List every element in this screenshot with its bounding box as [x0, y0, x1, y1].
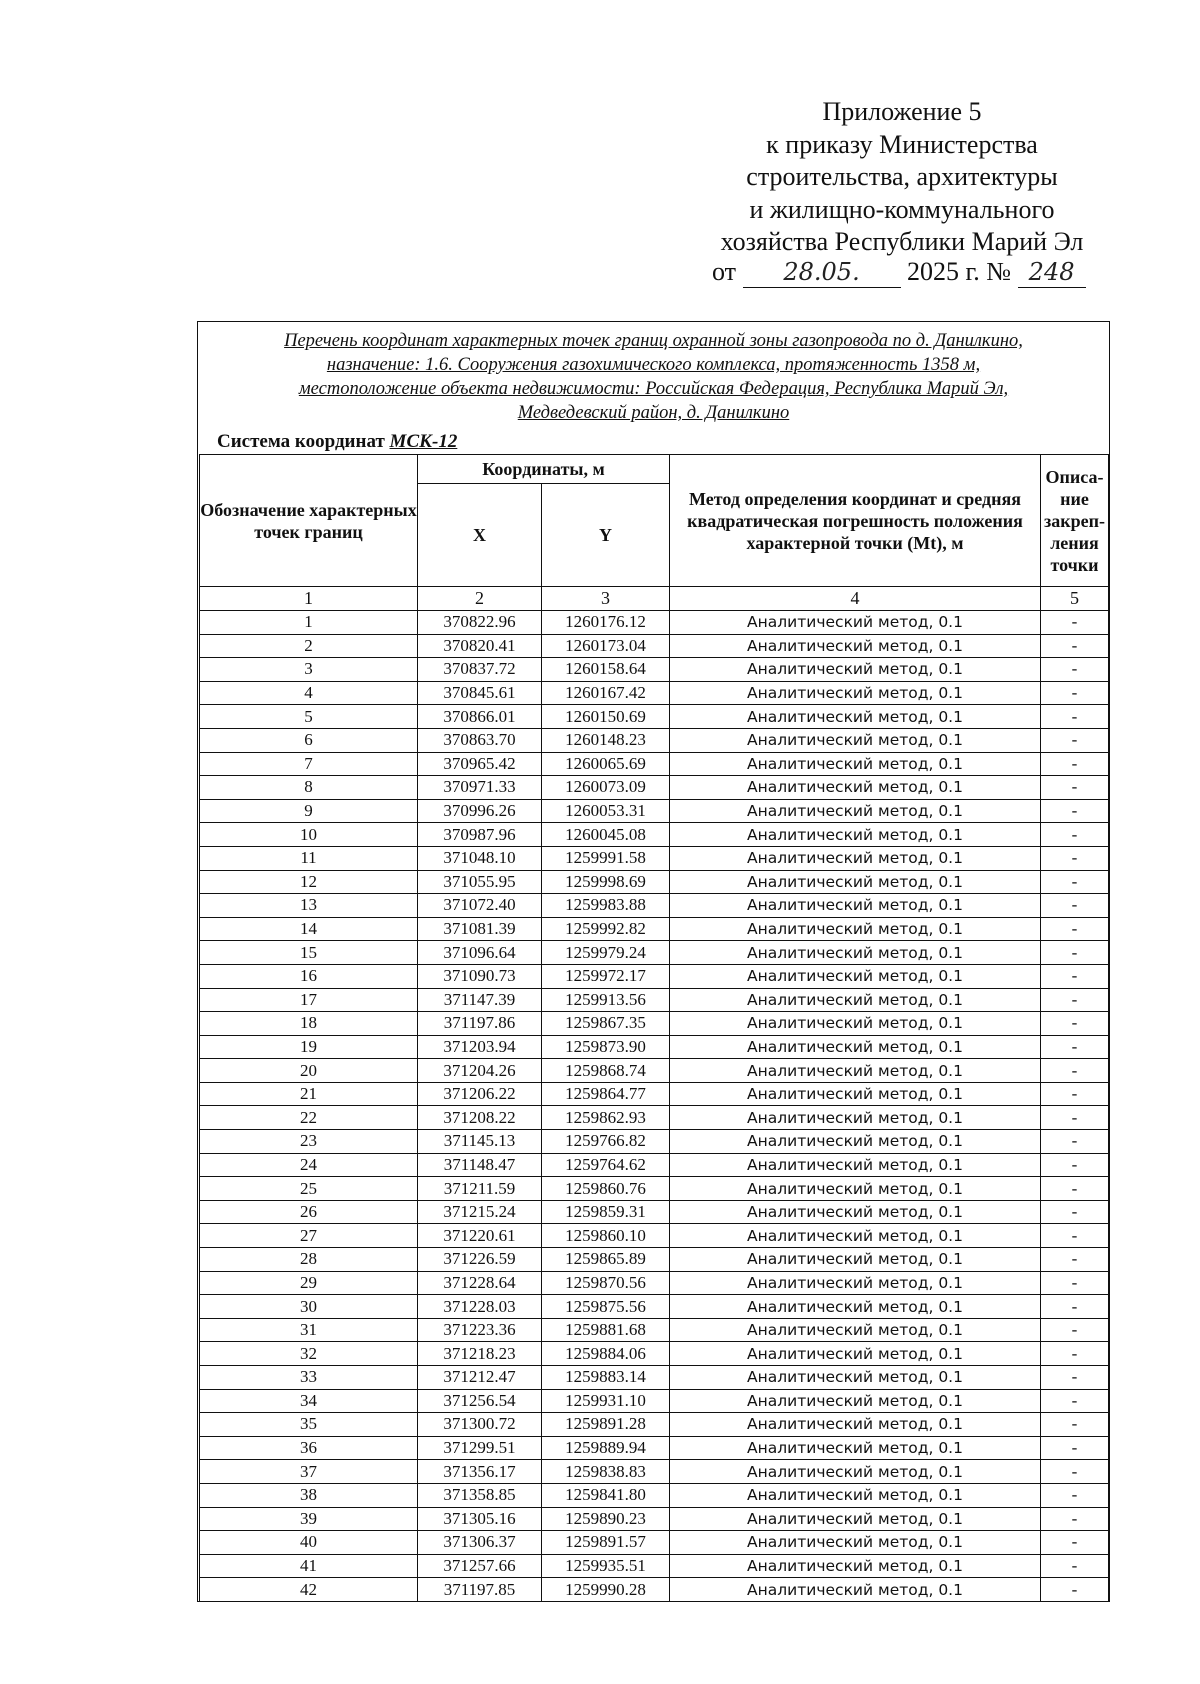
- y-cell: 1259838.83: [542, 1460, 670, 1484]
- table-row: [200, 752, 1109, 776]
- table-row: [200, 799, 1109, 823]
- table-row: [200, 1578, 1109, 1602]
- description-cell: -: [1041, 1082, 1109, 1106]
- method-cell: Аналитический метод, 0.1: [670, 1248, 1041, 1272]
- point-id-cell: 33: [200, 1366, 418, 1390]
- y-cell: 1259935.51: [542, 1554, 670, 1578]
- method-cell: Аналитический метод, 0.1: [670, 870, 1041, 894]
- y-cell: 1259972.17: [542, 964, 670, 988]
- point-id-cell: 12: [200, 870, 418, 894]
- method-cell: Аналитический метод, 0.1: [670, 681, 1041, 705]
- x-cell: 371048.10: [418, 846, 542, 870]
- point-id-cell: 21: [200, 1082, 418, 1106]
- column-number-row: [200, 587, 1109, 611]
- description-cell: -: [1041, 1012, 1109, 1036]
- y-cell: 1259979.24: [542, 941, 670, 965]
- table-row: [200, 894, 1109, 918]
- x-cell: 371145.13: [418, 1130, 542, 1154]
- table-row: [200, 1059, 1109, 1083]
- point-id-cell: 30: [200, 1295, 418, 1319]
- table-row: [200, 1271, 1109, 1295]
- y-cell: 1259891.28: [542, 1413, 670, 1437]
- point-id-cell: 18: [200, 1012, 418, 1036]
- table-row: [200, 728, 1109, 752]
- method-cell: Аналитический метод, 0.1: [670, 917, 1041, 941]
- point-id-cell: 14: [200, 917, 418, 941]
- y-cell: 1259890.23: [542, 1507, 670, 1531]
- handwritten-number: 248: [1028, 258, 1075, 286]
- point-id-cell: 25: [200, 1177, 418, 1201]
- x-cell: 371211.59: [418, 1177, 542, 1201]
- description-cell: -: [1041, 799, 1109, 823]
- table-row: [200, 658, 1109, 682]
- y-cell: 1260053.31: [542, 799, 670, 823]
- y-cell: 1259881.68: [542, 1318, 670, 1342]
- y-cell: 1259873.90: [542, 1035, 670, 1059]
- date-blank: [743, 257, 901, 288]
- point-id-cell: 29: [200, 1271, 418, 1295]
- method-cell: Аналитический метод, 0.1: [670, 894, 1041, 918]
- column-number: 1: [200, 587, 418, 611]
- x-cell: 371228.03: [418, 1295, 542, 1319]
- method-cell: Аналитический метод, 0.1: [670, 1578, 1041, 1602]
- description-cell: -: [1041, 1130, 1109, 1154]
- table-row: [200, 1224, 1109, 1248]
- x-cell: 371300.72: [418, 1413, 542, 1437]
- x-cell: 371226.59: [418, 1248, 542, 1272]
- x-cell: 371081.39: [418, 917, 542, 941]
- description-cell: -: [1041, 611, 1109, 635]
- x-cell: 371147.39: [418, 988, 542, 1012]
- description-cell: -: [1041, 1295, 1109, 1319]
- table-row: [200, 1507, 1109, 1531]
- description-cell: -: [1041, 964, 1109, 988]
- table-body: [200, 587, 1109, 1602]
- caption-line: назначение: 1.6. Сооружения газохимического комплекса, протяженность 1358 м,: [326, 355, 981, 375]
- y-cell: 1259998.69: [542, 870, 670, 894]
- header-method: Метод определения координат и средняя квадратическая погрешность положения характерной точки (Mt), м: [670, 455, 1041, 587]
- point-id-cell: 8: [200, 776, 418, 800]
- description-cell: -: [1041, 681, 1109, 705]
- x-cell: 370845.61: [418, 681, 542, 705]
- column-number: 5: [1041, 587, 1109, 611]
- table-row: [200, 681, 1109, 705]
- x-cell: 371256.54: [418, 1389, 542, 1413]
- point-id-cell: 22: [200, 1106, 418, 1130]
- x-cell: 370866.01: [418, 705, 542, 729]
- method-cell: Аналитический метод, 0.1: [670, 1413, 1041, 1437]
- table-row: [200, 964, 1109, 988]
- table-row: [200, 776, 1109, 800]
- description-cell: -: [1041, 941, 1109, 965]
- y-cell: 1259931.10: [542, 1389, 670, 1413]
- x-cell: 370965.42: [418, 752, 542, 776]
- description-cell: -: [1041, 1531, 1109, 1555]
- y-cell: 1259883.14: [542, 1366, 670, 1390]
- y-cell: 1260073.09: [542, 776, 670, 800]
- column-number: 2: [418, 587, 542, 611]
- y-cell: 1259891.57: [542, 1531, 670, 1555]
- point-id-cell: 37: [200, 1460, 418, 1484]
- coordinate-system-label: Система координат: [217, 431, 385, 452]
- x-cell: 371299.51: [418, 1436, 542, 1460]
- description-cell: -: [1041, 1153, 1109, 1177]
- description-cell: -: [1041, 1578, 1109, 1602]
- y-cell: 1260148.23: [542, 728, 670, 752]
- x-cell: 371215.24: [418, 1200, 542, 1224]
- x-cell: 371228.64: [418, 1271, 542, 1295]
- method-cell: Аналитический метод, 0.1: [670, 1507, 1041, 1531]
- point-id-cell: 24: [200, 1153, 418, 1177]
- table-row: [200, 1012, 1109, 1036]
- table-row: [200, 1106, 1109, 1130]
- number-blank: [1018, 257, 1086, 288]
- description-cell: -: [1041, 917, 1109, 941]
- point-id-cell: 16: [200, 964, 418, 988]
- appendix-line: Приложение 5: [822, 97, 982, 126]
- method-cell: Аналитический метод, 0.1: [670, 1153, 1041, 1177]
- x-cell: 370837.72: [418, 658, 542, 682]
- table-row: [200, 941, 1109, 965]
- description-cell: -: [1041, 728, 1109, 752]
- table-row: [200, 611, 1109, 635]
- y-cell: 1259992.82: [542, 917, 670, 941]
- point-id-cell: 38: [200, 1483, 418, 1507]
- point-id-cell: 41: [200, 1554, 418, 1578]
- method-cell: Аналитический метод, 0.1: [670, 1106, 1041, 1130]
- point-id-cell: 4: [200, 681, 418, 705]
- y-cell: 1259859.31: [542, 1200, 670, 1224]
- y-cell: 1259991.58: [542, 846, 670, 870]
- table-row: [200, 1366, 1109, 1390]
- method-cell: Аналитический метод, 0.1: [670, 799, 1041, 823]
- x-cell: 371356.17: [418, 1460, 542, 1484]
- description-cell: -: [1041, 894, 1109, 918]
- point-id-cell: 31: [200, 1318, 418, 1342]
- description-cell: -: [1041, 1318, 1109, 1342]
- table-row: [200, 1153, 1109, 1177]
- method-cell: Аналитический метод, 0.1: [670, 846, 1041, 870]
- y-cell: 1260173.04: [542, 634, 670, 658]
- point-id-cell: 39: [200, 1507, 418, 1531]
- x-cell: 371072.40: [418, 894, 542, 918]
- point-id-cell: 40: [200, 1531, 418, 1555]
- y-cell: 1259860.10: [542, 1224, 670, 1248]
- x-cell: 371206.22: [418, 1082, 542, 1106]
- point-id-cell: 3: [200, 658, 418, 682]
- y-cell: 1259990.28: [542, 1578, 670, 1602]
- method-cell: Аналитический метод, 0.1: [670, 1389, 1041, 1413]
- table-row: [200, 1554, 1109, 1578]
- x-cell: 370971.33: [418, 776, 542, 800]
- point-id-cell: 35: [200, 1413, 418, 1437]
- table-row: [200, 1460, 1109, 1484]
- y-cell: 1260150.69: [542, 705, 670, 729]
- y-cell: 1259862.93: [542, 1106, 670, 1130]
- y-cell: 1259867.35: [542, 1012, 670, 1036]
- method-cell: Аналитический метод, 0.1: [670, 1224, 1041, 1248]
- description-cell: -: [1041, 1460, 1109, 1484]
- table-row: [200, 705, 1109, 729]
- method-cell: Аналитический метод, 0.1: [670, 1271, 1041, 1295]
- description-cell: -: [1041, 658, 1109, 682]
- y-cell: 1260045.08: [542, 823, 670, 847]
- description-cell: -: [1041, 846, 1109, 870]
- method-cell: Аналитический метод, 0.1: [670, 1295, 1041, 1319]
- point-id-cell: 6: [200, 728, 418, 752]
- point-id-cell: 20: [200, 1059, 418, 1083]
- x-cell: 371358.85: [418, 1483, 542, 1507]
- method-cell: Аналитический метод, 0.1: [670, 1436, 1041, 1460]
- y-cell: 1259864.77: [542, 1082, 670, 1106]
- caption-line: Медведевский район, д. Данилкино: [517, 403, 790, 423]
- y-cell: 1260158.64: [542, 658, 670, 682]
- method-cell: Аналитический метод, 0.1: [670, 1059, 1041, 1083]
- description-cell: -: [1041, 1507, 1109, 1531]
- appendix-line: к приказу Министерства: [766, 129, 1038, 159]
- table-row: [200, 1035, 1109, 1059]
- method-cell: Аналитический метод, 0.1: [670, 1366, 1041, 1390]
- y-cell: 1259764.62: [542, 1153, 670, 1177]
- y-cell: 1259868.74: [542, 1059, 670, 1083]
- handwritten-date: 28.05.: [783, 258, 860, 286]
- y-cell: 1260065.69: [542, 752, 670, 776]
- x-cell: 371212.47: [418, 1366, 542, 1390]
- point-id-cell: 5: [200, 705, 418, 729]
- point-id-cell: 2: [200, 634, 418, 658]
- point-id-cell: 9: [200, 799, 418, 823]
- table-row: [200, 1295, 1109, 1319]
- appendix-line: строительства, архитектуры: [746, 162, 1058, 191]
- description-cell: -: [1041, 1200, 1109, 1224]
- point-id-cell: 7: [200, 752, 418, 776]
- table-row: [200, 1082, 1109, 1106]
- x-cell: 371223.36: [418, 1318, 542, 1342]
- description-cell: -: [1041, 988, 1109, 1012]
- x-cell: 371218.23: [418, 1342, 542, 1366]
- x-cell: 371257.66: [418, 1554, 542, 1578]
- order-date-line: [712, 257, 1122, 288]
- method-cell: Аналитический метод, 0.1: [670, 1035, 1041, 1059]
- table-row: [200, 823, 1109, 847]
- y-cell: 1259913.56: [542, 988, 670, 1012]
- description-cell: -: [1041, 1554, 1109, 1578]
- description-cell: -: [1041, 1035, 1109, 1059]
- x-cell: 371197.86: [418, 1012, 542, 1036]
- method-cell: Аналитический метод, 0.1: [670, 776, 1041, 800]
- caption-line: Перечень координат характерных точек границ охранной зоны газопровода по д. Данилкино,: [284, 331, 1023, 351]
- method-cell: Аналитический метод, 0.1: [670, 1012, 1041, 1036]
- method-cell: Аналитический метод, 0.1: [670, 988, 1041, 1012]
- x-cell: 371055.95: [418, 870, 542, 894]
- description-cell: -: [1041, 752, 1109, 776]
- method-cell: Аналитический метод, 0.1: [670, 611, 1041, 635]
- header-description: Описа-ние закреп-ления точки: [1041, 455, 1109, 587]
- point-id-cell: 32: [200, 1342, 418, 1366]
- point-id-cell: 26: [200, 1200, 418, 1224]
- x-cell: 371220.61: [418, 1224, 542, 1248]
- table-row: [200, 988, 1109, 1012]
- x-cell: 370820.41: [418, 634, 542, 658]
- x-cell: 371197.85: [418, 1578, 542, 1602]
- x-cell: 370863.70: [418, 728, 542, 752]
- description-cell: -: [1041, 1483, 1109, 1507]
- description-cell: -: [1041, 1413, 1109, 1437]
- description-cell: -: [1041, 1059, 1109, 1083]
- coordinate-system: [217, 431, 457, 453]
- year-and-number-label: 2025 г. №: [907, 257, 1012, 286]
- table-row: [200, 1177, 1109, 1201]
- method-cell: Аналитический метод, 0.1: [670, 634, 1041, 658]
- table-row: [200, 1130, 1109, 1154]
- description-cell: -: [1041, 870, 1109, 894]
- method-cell: Аналитический метод, 0.1: [670, 1130, 1041, 1154]
- table-row: [200, 1436, 1109, 1460]
- method-cell: Аналитический метод, 0.1: [670, 1483, 1041, 1507]
- description-cell: -: [1041, 776, 1109, 800]
- y-cell: 1259841.80: [542, 1483, 670, 1507]
- point-id-cell: 34: [200, 1389, 418, 1413]
- point-id-cell: 13: [200, 894, 418, 918]
- description-cell: -: [1041, 705, 1109, 729]
- x-cell: 371305.16: [418, 1507, 542, 1531]
- method-cell: Аналитический метод, 0.1: [670, 1554, 1041, 1578]
- description-cell: -: [1041, 1389, 1109, 1413]
- column-number: 3: [542, 587, 670, 611]
- point-id-cell: 15: [200, 941, 418, 965]
- point-id-cell: 23: [200, 1130, 418, 1154]
- y-cell: 1259865.89: [542, 1248, 670, 1272]
- method-cell: Аналитический метод, 0.1: [670, 1531, 1041, 1555]
- column-number: 4: [670, 587, 1041, 611]
- y-cell: 1259870.56: [542, 1271, 670, 1295]
- method-cell: Аналитический метод, 0.1: [670, 658, 1041, 682]
- y-cell: 1259884.06: [542, 1342, 670, 1366]
- appendix-line: и жилищно-коммунального: [749, 194, 1055, 224]
- point-id-cell: 36: [200, 1436, 418, 1460]
- table-row: [200, 846, 1109, 870]
- description-cell: -: [1041, 1436, 1109, 1460]
- description-cell: -: [1041, 1366, 1109, 1390]
- description-cell: -: [1041, 1177, 1109, 1201]
- x-cell: 371148.47: [418, 1153, 542, 1177]
- table-row: [200, 1200, 1109, 1224]
- description-cell: -: [1041, 1106, 1109, 1130]
- point-id-cell: 10: [200, 823, 418, 847]
- method-cell: Аналитический метод, 0.1: [670, 1177, 1041, 1201]
- table-row: [200, 917, 1109, 941]
- point-id-cell: 11: [200, 846, 418, 870]
- method-cell: Аналитический метод, 0.1: [670, 705, 1041, 729]
- point-id-cell: 19: [200, 1035, 418, 1059]
- table-row: [200, 634, 1109, 658]
- method-cell: Аналитический метод, 0.1: [670, 752, 1041, 776]
- x-cell: 370996.26: [418, 799, 542, 823]
- x-cell: 371096.64: [418, 941, 542, 965]
- table-row: [200, 870, 1109, 894]
- table-caption: [199, 329, 1108, 425]
- x-cell: 371090.73: [418, 964, 542, 988]
- date-prefix: от: [712, 257, 737, 286]
- y-cell: 1260176.12: [542, 611, 670, 635]
- point-id-cell: 17: [200, 988, 418, 1012]
- point-id-cell: 1: [200, 611, 418, 635]
- method-cell: Аналитический метод, 0.1: [670, 823, 1041, 847]
- appendix-line: хозяйства Республики Марий Эл: [720, 227, 1084, 256]
- y-cell: 1259860.76: [542, 1177, 670, 1201]
- table-row: [200, 1483, 1109, 1507]
- header-y: Y: [542, 484, 670, 587]
- description-cell: -: [1041, 1224, 1109, 1248]
- x-cell: 371208.22: [418, 1106, 542, 1130]
- header-coords: Координаты, м: [418, 455, 670, 484]
- header-row-top: [200, 455, 1109, 484]
- method-cell: Аналитический метод, 0.1: [670, 1200, 1041, 1224]
- description-cell: -: [1041, 1342, 1109, 1366]
- y-cell: 1259983.88: [542, 894, 670, 918]
- x-cell: 370987.96: [418, 823, 542, 847]
- x-cell: 371306.37: [418, 1531, 542, 1555]
- description-cell: -: [1041, 1248, 1109, 1272]
- method-cell: Аналитический метод, 0.1: [670, 1342, 1041, 1366]
- method-cell: Аналитический метод, 0.1: [670, 1318, 1041, 1342]
- table-row: [200, 1342, 1109, 1366]
- method-cell: Аналитический метод, 0.1: [670, 1082, 1041, 1106]
- table-row: [200, 1248, 1109, 1272]
- coordinates-table: [199, 454, 1109, 1602]
- method-cell: Аналитический метод, 0.1: [670, 941, 1041, 965]
- coordinate-system-value: МСК-12: [389, 431, 458, 452]
- caption-line: местоположение объекта недвижимости: Российская Федерация, Республика Марий Эл,: [298, 379, 1009, 399]
- method-cell: Аналитический метод, 0.1: [670, 1460, 1041, 1484]
- y-cell: 1259766.82: [542, 1130, 670, 1154]
- x-cell: 371203.94: [418, 1035, 542, 1059]
- description-cell: -: [1041, 823, 1109, 847]
- point-id-cell: 28: [200, 1248, 418, 1272]
- point-id-cell: 27: [200, 1224, 418, 1248]
- table-row: [200, 1413, 1109, 1437]
- header-point: Обозначение характерных точек границ: [200, 455, 418, 587]
- description-cell: -: [1041, 1271, 1109, 1295]
- appendix-header: [692, 96, 1112, 259]
- y-cell: 1260167.42: [542, 681, 670, 705]
- y-cell: 1259875.56: [542, 1295, 670, 1319]
- method-cell: Аналитический метод, 0.1: [670, 964, 1041, 988]
- point-id-cell: 42: [200, 1578, 418, 1602]
- x-cell: 370822.96: [418, 611, 542, 635]
- method-cell: Аналитический метод, 0.1: [670, 728, 1041, 752]
- table-row: [200, 1531, 1109, 1555]
- description-cell: -: [1041, 634, 1109, 658]
- header-x: X: [418, 484, 542, 587]
- table-row: [200, 1389, 1109, 1413]
- y-cell: 1259889.94: [542, 1436, 670, 1460]
- x-cell: 371204.26: [418, 1059, 542, 1083]
- table-row: [200, 1318, 1109, 1342]
